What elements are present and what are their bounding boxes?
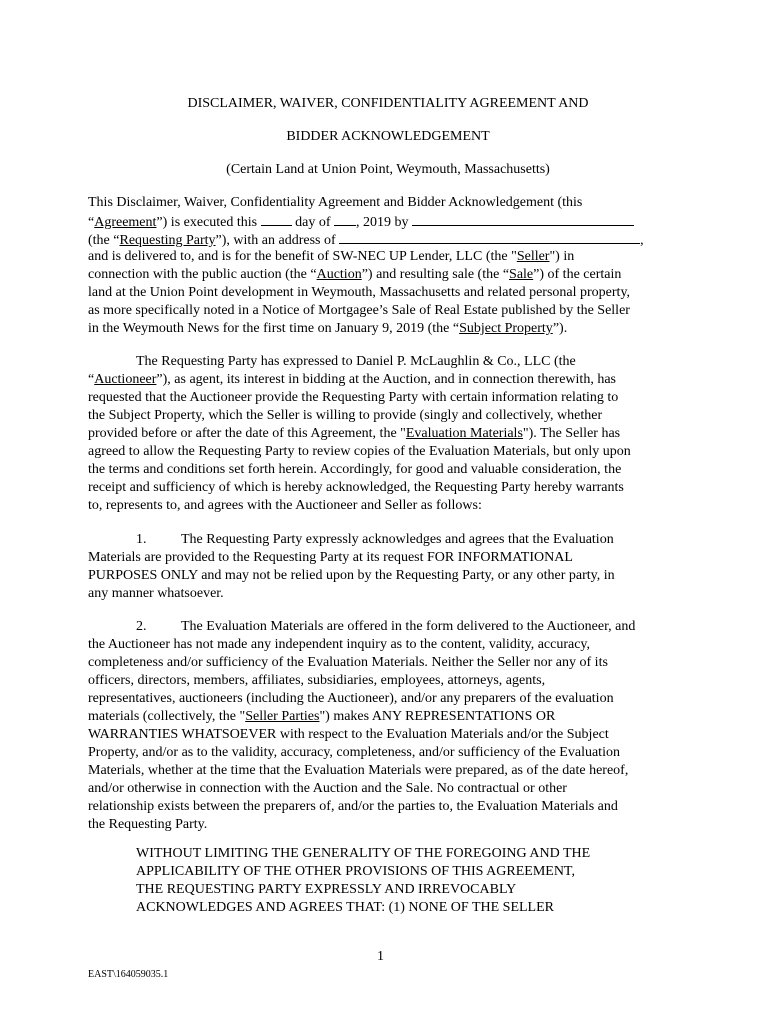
page-number: 1 bbox=[377, 949, 384, 964]
section-1-line: PURPOSES ONLY and may not be relied upon by the Requesting Party, or any other party, in bbox=[88, 568, 615, 583]
defined-term-seller-parties: Seller Parties bbox=[245, 709, 320, 724]
intro-line: “Agreement”) is executed this day of , 2019 by bbox=[88, 212, 644, 230]
caps-acknowledgement-block bbox=[136, 845, 590, 917]
recital-line: requested that the Auctioneer provide the Requesting Party with certain information relating to bbox=[88, 390, 619, 405]
section-1-line: 1. The Requesting Party expressly acknowledges and agrees that the Evaluation bbox=[136, 532, 614, 547]
intro-line: land at the Union Point development in Weymouth, Massachusetts and related personal property, bbox=[88, 285, 631, 300]
section-2-number: 2. bbox=[136, 619, 147, 634]
section-1-line: Materials are provided to the Requesting Party at its request FOR INFORMATIONAL bbox=[88, 550, 573, 565]
requesting-party-name-blank[interactable] bbox=[412, 212, 634, 226]
defined-term-seller: Seller bbox=[516, 249, 550, 264]
caps-line: APPLICABILITY OF THE OTHER PROVISIONS OF THIS AGREEMENT, bbox=[136, 864, 575, 879]
section-2-line: representatives, auctioneers (including the Auctioneer), and/or any preparers of the evaluation bbox=[88, 691, 614, 706]
section-2-line: and/or otherwise in connection with the Auction and the Sale. No contractual or other bbox=[88, 781, 567, 796]
defined-term-auctioneer: Auctioneer bbox=[94, 372, 157, 387]
section-2-line: materials (collectively, the "Seller Parties") makes ANY REPRESENTATIONS OR bbox=[88, 709, 556, 724]
intro-line: as more specifically noted in a Notice of Mortgagee’s Sale of Real Estate published by the Seller bbox=[88, 303, 630, 318]
document-title-line-2: BIDDER ACKNOWLEDGEMENT bbox=[286, 129, 490, 144]
recital-line: to, represents to, and agrees with the Auctioneer and Seller as follows: bbox=[88, 498, 482, 513]
document-subtitle: (Certain Land at Union Point, Weymouth, Massachusetts) bbox=[226, 162, 550, 177]
defined-term-evaluation-materials: Evaluation Materials bbox=[405, 426, 523, 441]
caps-line: ACKNOWLEDGES AND AGREES THAT: (1) NONE OF THE SELLER bbox=[136, 900, 554, 915]
defined-term-requesting-party: Requesting Party bbox=[119, 233, 216, 248]
recital-line: the terms and conditions set forth herein. Accordingly, for good and valuable consideration, the bbox=[88, 462, 622, 477]
recital-line: “Auctioneer”), as agent, its interest in bidding at the Auction, and in connection therewith, has bbox=[88, 372, 616, 387]
recital-line: receipt and sufficiency of which is hereby acknowledged, the Requesting Party hereby warrants bbox=[88, 480, 624, 495]
recital-paragraph bbox=[88, 353, 631, 515]
defined-term-agreement: Agreement bbox=[94, 215, 157, 230]
address-blank[interactable] bbox=[339, 230, 640, 244]
section-2-line: relationship exists between the preparers of, and/or the parties to, the Evaluation Materials and bbox=[88, 799, 618, 814]
intro-paragraph bbox=[88, 194, 644, 338]
section-2-line: completeness and/or sufficiency of the Evaluation Materials. Neither the Seller nor any of its bbox=[88, 655, 608, 670]
intro-line: in the Weymouth News for the first time on January 9, 2019 (the “Subject Property”). bbox=[88, 321, 568, 336]
recital-line: agreed to allow the Requesting Party to review copies of the Evaluation Materials, but only upon bbox=[88, 444, 631, 459]
section-2-line: Materials, whether at the time that the Evaluation Materials were prepared, as of the date hereof, bbox=[88, 763, 629, 778]
section-2-line: officers, directors, members, affiliates, subsidiaries, employees, attorneys, agents, bbox=[88, 673, 546, 688]
recital-line: provided before or after the date of this Agreement, the "Evaluation Materials"). The Seller has bbox=[88, 426, 621, 441]
intro-line: connection with the public auction (the “Auction”) and resulting sale (the “Sale”) of the certain bbox=[88, 267, 622, 282]
defined-term-sale: Sale bbox=[509, 267, 534, 282]
section-2-line: Property, and/or as to the validity, accuracy, completeness, and/or sufficiency of the Evaluation bbox=[88, 745, 620, 760]
intro-line: and is delivered to, and is for the benefit of SW-NEC UP Lender, LLC (the "Seller") in bbox=[88, 249, 575, 264]
execution-day-blank[interactable] bbox=[261, 212, 292, 226]
caps-line: WITHOUT LIMITING THE GENERALITY OF THE FOREGOING AND THE bbox=[136, 846, 591, 861]
section-1-number: 1. bbox=[136, 532, 147, 547]
defined-term-subject-property: Subject Property bbox=[459, 321, 553, 336]
document-title-line-1: DISCLAIMER, WAIVER, CONFIDENTIALITY AGREEMENT AND bbox=[187, 96, 589, 111]
section-2-line: the Requesting Party. bbox=[88, 817, 208, 832]
recital-line: the Subject Property, which the Seller is willing to provide (singly and collectively, whether bbox=[88, 408, 603, 423]
section-2-line: the Auctioneer has not made any independent inquiry as to the content, validity, accuracy, bbox=[88, 637, 591, 652]
recital-line: The Requesting Party has expressed to Daniel P. McLaughlin & Co., LLC (the bbox=[136, 354, 576, 369]
defined-term-auction: Auction bbox=[316, 267, 362, 282]
section-2 bbox=[88, 618, 635, 834]
section-1 bbox=[88, 531, 615, 603]
section-2-line: 2. The Evaluation Materials are offered in the form delivered to the Auctioneer, and bbox=[136, 619, 636, 634]
execution-month-blank[interactable] bbox=[334, 212, 356, 226]
caps-line: THE REQUESTING PARTY EXPRESSLY AND IRREVOCABLY bbox=[136, 882, 517, 897]
section-2-line: WARRANTIES WHATSOEVER with respect to the Evaluation Materials and/or the Subject bbox=[88, 727, 609, 742]
intro-line: This Disclaimer, Waiver, Confidentiality Agreement and Bidder Acknowledgement (this bbox=[88, 195, 583, 210]
document-footer-id: EAST\164059035.1 bbox=[88, 969, 169, 980]
section-1-line: any manner whatsoever. bbox=[88, 586, 224, 601]
intro-line: (the “Requesting Party”), with an address of , bbox=[88, 230, 644, 248]
